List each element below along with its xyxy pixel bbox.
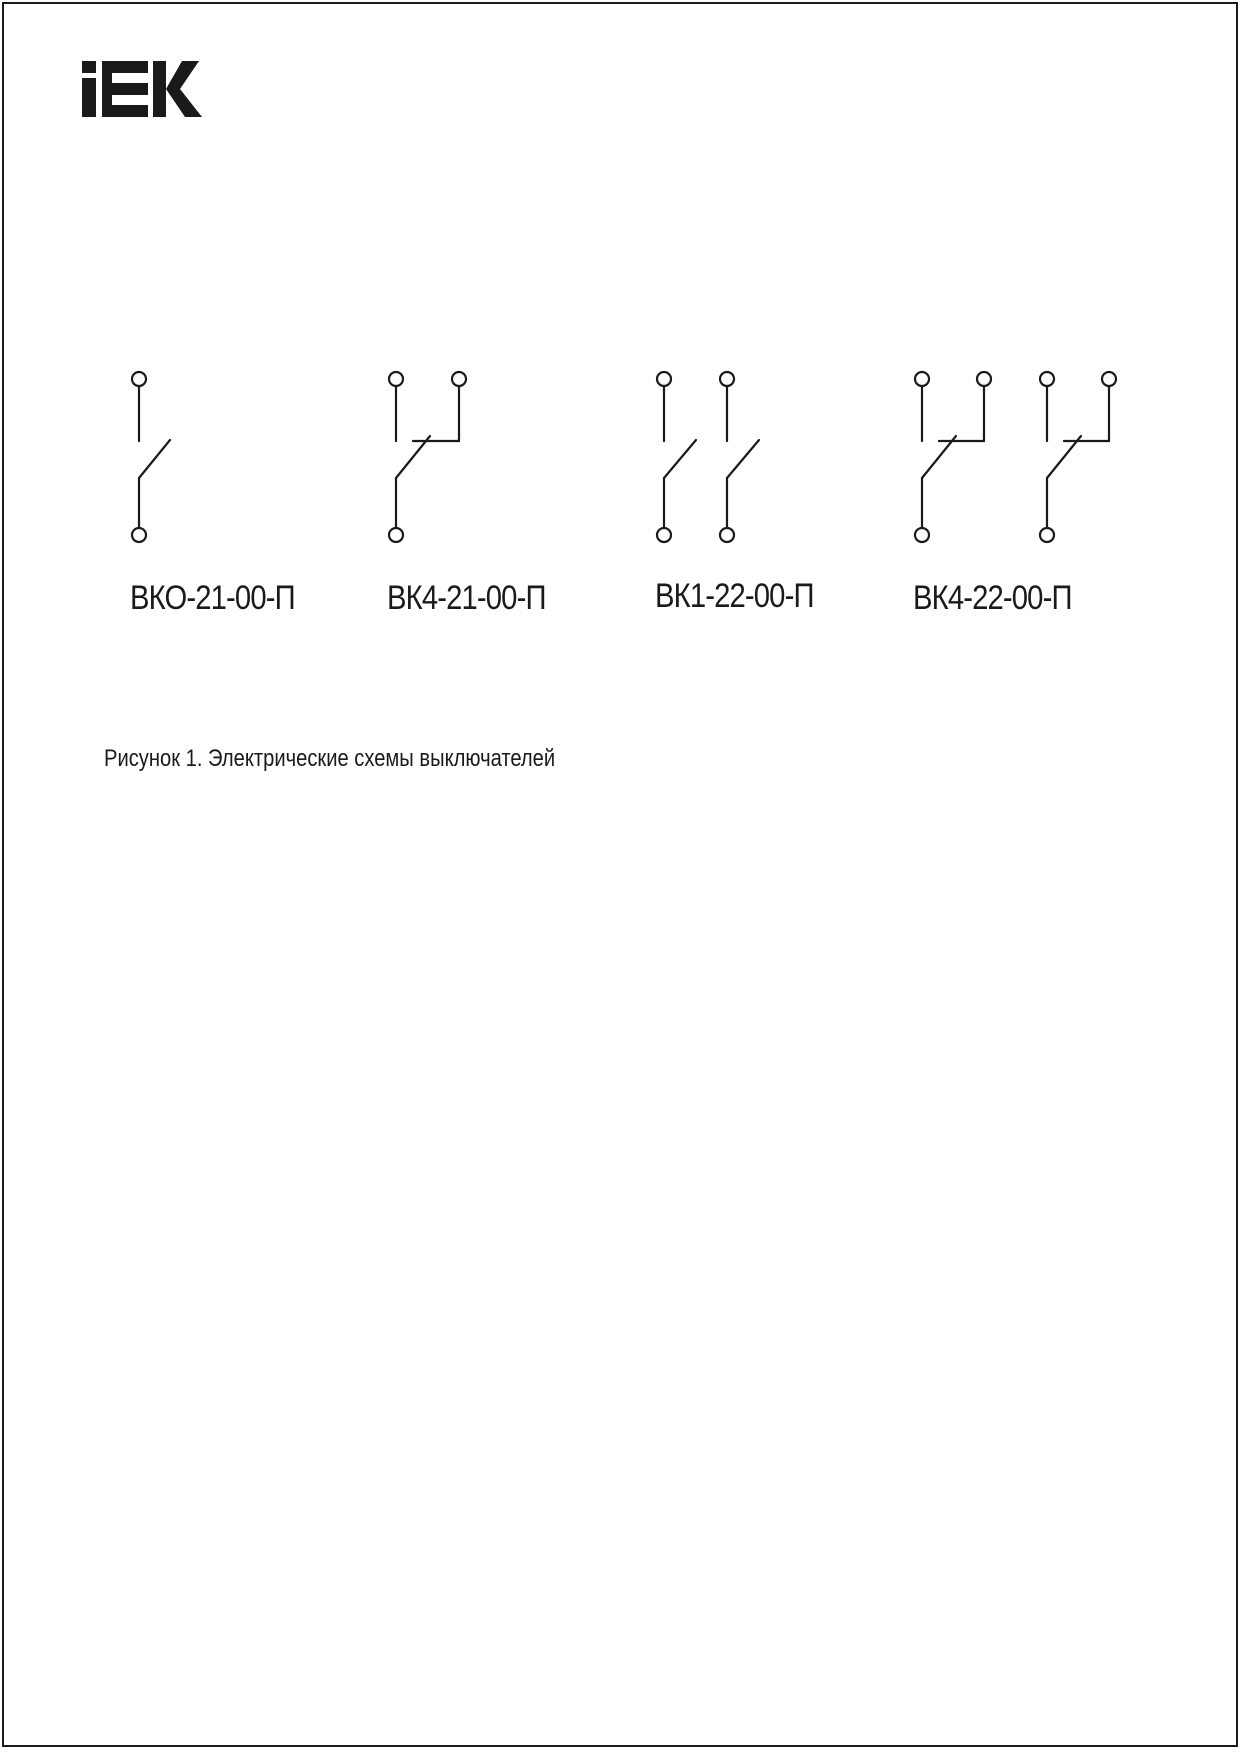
schematic-vko-21-00-p <box>132 372 170 542</box>
schematic-vk1-22-00-p <box>657 372 759 542</box>
label-vk4-22-00-p: ВК4-22-00-П <box>913 579 1072 617</box>
label-vk4-21-00-p: ВК4-21-00-П <box>387 579 546 617</box>
switch-schematics <box>0 0 1243 620</box>
label-vk1-22-00-p: ВК1-22-00-П <box>655 577 814 615</box>
figure-caption: Рисунок 1. Электрические схемы выключателей <box>104 745 556 772</box>
label-vko-21-00-p: ВКО-21-00-П <box>130 579 295 617</box>
schematic-vk4-21-00-p <box>389 372 466 542</box>
schematic-vk4-22-00-p <box>915 372 1116 542</box>
